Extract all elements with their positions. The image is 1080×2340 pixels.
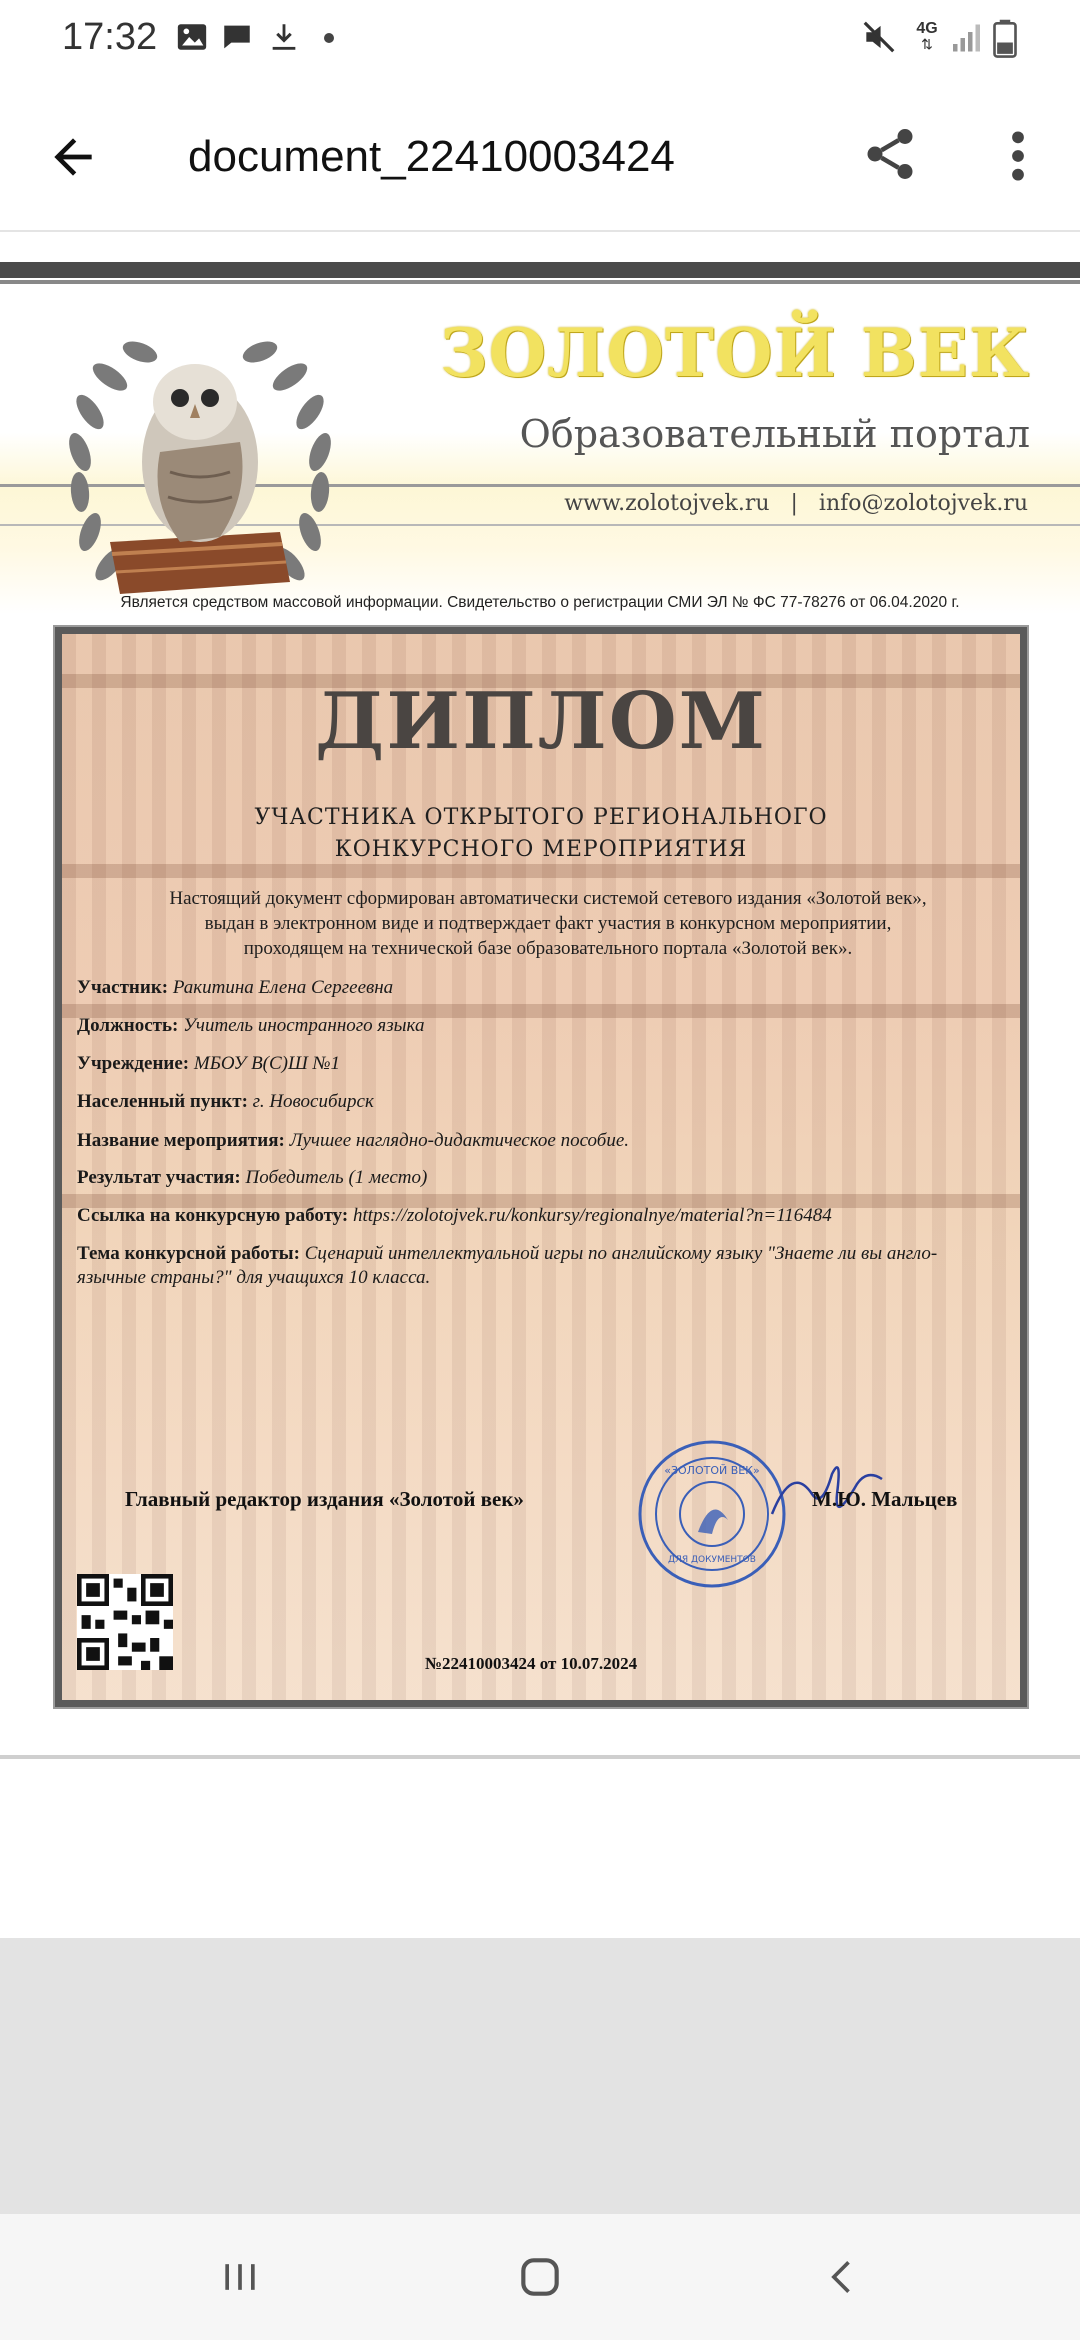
field-value: Сценарий интеллектуальной игры по английскому языку "Знаете ли вы англо- (304, 1243, 938, 1264)
field-value: г. Новосибирск (252, 1091, 374, 1112)
owl-logo-icon (50, 332, 350, 602)
intro-line: проходящем на технической базе образовательного портала «Золотой век». (243, 938, 853, 959)
registration-note: Является средством массовой информации. Свидетельство о регистрации СМИ ЭЛ № ФС 77-78276 от 06.04.2020 г. (120, 594, 960, 611)
field-label: Должность: (77, 1015, 179, 1036)
viewer-background (0, 1938, 1080, 2214)
image-icon (175, 20, 209, 54)
signal-icon (950, 18, 986, 58)
document-title: document_22410003424 (188, 132, 675, 181)
stamp-text-top: «ЗОЛОТОЙ ВЕК» (664, 1464, 760, 1477)
back-button[interactable] (30, 120, 116, 194)
app-bar (0, 80, 1080, 230)
field-institution (77, 1052, 1017, 1076)
mute-icon (860, 18, 898, 56)
recent-apps-icon (218, 2255, 262, 2299)
field-value: https://zolotojvek.ru/konkursy/regionalnye/material?n=116484 (353, 1205, 832, 1226)
diploma-intro (112, 886, 984, 961)
header-bar (0, 262, 1080, 278)
stamp-text-bottom: ДЛЯ ДОКУМЕНТОВ (668, 1555, 756, 1565)
intro-line: Настоящий документ сформирован автоматически системой сетевого издания «Золотой век», (169, 888, 927, 909)
intro-line: выдан в электронном виде и подтверждает факт участия в конкурсном мероприятии, (204, 913, 892, 934)
field-participant (77, 976, 1017, 1000)
dot-icon (323, 32, 335, 44)
field-work-topic (77, 1242, 1017, 1290)
back-nav-button[interactable] (803, 2244, 883, 2310)
4g-label: 4G (916, 20, 938, 37)
message-icon (220, 20, 254, 54)
field-position (77, 1014, 1017, 1038)
field-event-name (77, 1129, 1017, 1153)
editor-label: Главный редактор издания «Золотой век» (125, 1487, 524, 1511)
share-icon (860, 124, 920, 184)
field-value: Лучшее наглядно-дидактическое пособие. (289, 1130, 630, 1151)
home-icon (515, 2252, 565, 2302)
more-vertical-icon (994, 124, 1042, 188)
more-options-button[interactable] (994, 124, 1042, 188)
page-end-divider (0, 1755, 1080, 1759)
field-value: Победитель (1 место) (245, 1167, 428, 1188)
field-value: Ракитина Елена Сергеевна (172, 977, 394, 998)
background-shelf (62, 864, 1020, 878)
share-button[interactable] (860, 124, 924, 188)
navigation-bar (0, 2214, 1080, 2340)
field-label: Тема конкурсной работы: (77, 1243, 300, 1264)
field-value: МБОУ В(С)Ш №1 (193, 1053, 340, 1074)
4g-icon: 4G ⇅ (912, 20, 942, 60)
download-icon (267, 20, 301, 54)
field-value: Учитель иностранного языка (183, 1015, 425, 1036)
signer-name: М.Ю. Мальцев (812, 1487, 958, 1511)
diploma-subheading-line: КОНКУРСНОГО МЕРОПРИЯТИЯ (334, 837, 748, 862)
diploma-subheading-line: УЧАСТНИКА ОТКРЫТОГО РЕГИОНАЛЬНОГО (254, 805, 828, 830)
portal-contacts: www.zolotojvek.ru | info@zolotojvek.ru (564, 491, 1028, 516)
field-label: Учреждение: (77, 1053, 190, 1074)
arrow-left-icon (43, 129, 103, 185)
field-label: Участник: (77, 977, 169, 998)
field-label: Результат участия: (77, 1167, 241, 1188)
portal-header (0, 284, 1080, 614)
diploma-subheading (62, 802, 1020, 866)
field-value-continued: язычные страны?" для учащихся 10 класса. (77, 1267, 431, 1288)
field-label: Населенный пункт: (77, 1091, 248, 1112)
recent-apps-button[interactable] (200, 2244, 280, 2310)
field-locality (77, 1090, 1017, 1114)
diploma-number: №22410003424 от 10.07.2024 (424, 1654, 638, 1673)
document-page[interactable] (0, 262, 1080, 1712)
diploma-heading: ДИПЛОМ (315, 676, 767, 767)
status-bar (0, 0, 1080, 80)
field-work-link (77, 1204, 1017, 1228)
status-time: 17:32 (62, 16, 158, 58)
field-result (77, 1166, 1017, 1190)
diploma-frame (55, 627, 1027, 1707)
battery-icon (990, 18, 1020, 60)
field-label: Ссылка на конкурсную работу: (77, 1205, 349, 1226)
back-icon (821, 2252, 865, 2302)
portal-brand-title: ЗОЛОТОЙ ВЕК (439, 314, 1030, 392)
home-button[interactable] (500, 2244, 580, 2310)
field-label: Название мероприятия: (77, 1130, 285, 1151)
portal-subtitle: Образовательный портал (519, 412, 1030, 456)
app-bar-divider (0, 230, 1080, 232)
